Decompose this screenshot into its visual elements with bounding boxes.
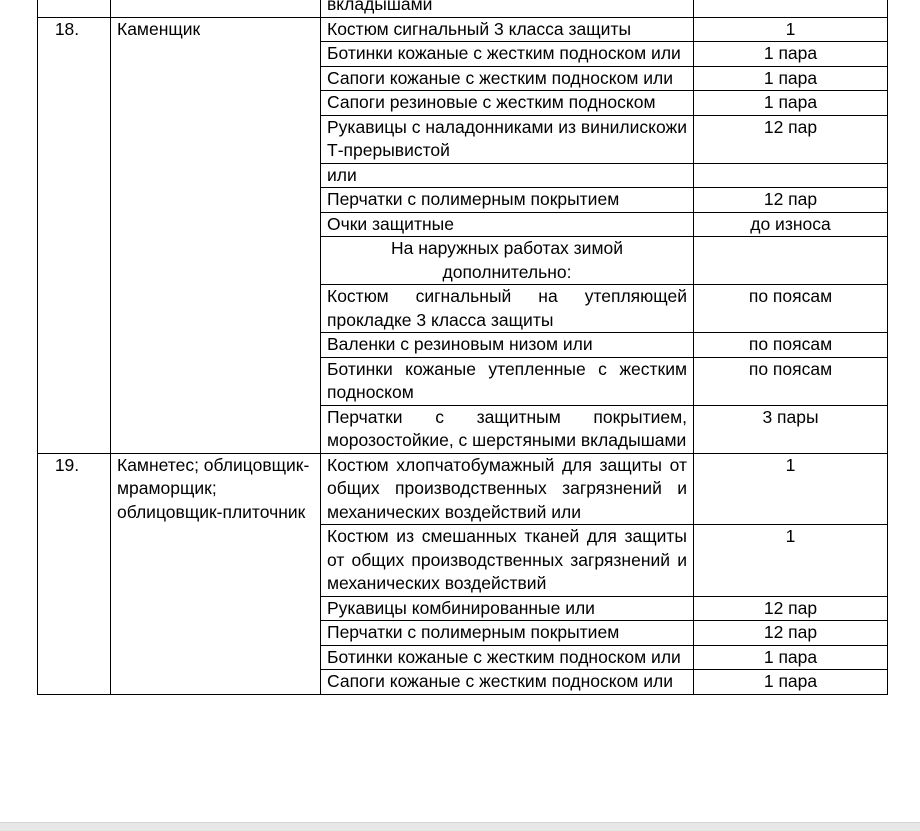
profession-cell: Каменщик (111, 17, 321, 453)
item-cell: вкладышами (321, 0, 694, 17)
quantity-cell: 1 (694, 453, 888, 525)
quantity-cell: по поясам (694, 357, 888, 405)
quantity-cell: по поясам (694, 333, 888, 358)
item-cell: Костюм сигнальный 3 класса защиты (321, 17, 694, 42)
quantity-cell: 12 пар (694, 188, 888, 213)
table-row (38, 0, 888, 17)
quantity-cell (694, 163, 888, 188)
quantity-cell: 3 пары (694, 405, 888, 453)
item-cell: Ботинки кожаные с жестким подноском или (321, 42, 694, 67)
quantity-cell: 1 пара (694, 645, 888, 670)
quantity-cell (694, 0, 888, 17)
item-cell: Рукавицы комбинированные или (321, 596, 694, 621)
quantity-cell: 12 пар (694, 115, 888, 163)
quantity-cell: по поясам (694, 285, 888, 333)
item-cell: Сапоги резиновые с жестким подноском (321, 91, 694, 116)
item-cell: Перчатки с защитным покрытием, морозостойкие, с шерстяными вкладышами (321, 405, 694, 453)
item-cell: Перчатки с полимерным покрытием (321, 621, 694, 646)
profession-cell (111, 0, 321, 17)
quantity-cell: 1 пара (694, 66, 888, 91)
item-cell: Костюм из смешанных тканей для защиты от общих производственных загрязнений и механических воздействий (321, 525, 694, 597)
quantity-cell: 12 пар (694, 621, 888, 646)
item-cell: Сапоги кожаные с жестким подноском или (321, 670, 694, 695)
quantity-cell: 1 пара (694, 91, 888, 116)
item-cell: или (321, 163, 694, 188)
row-number-cell: 19. (38, 453, 111, 694)
quantity-cell: 1 пара (694, 670, 888, 695)
quantity-cell: 1 (694, 17, 888, 42)
quantity-cell: 1 пара (694, 42, 888, 67)
table-row (38, 17, 888, 42)
item-cell: Ботинки кожаные с жестким подноском или (321, 645, 694, 670)
item-cell: Костюм хлопчатобумажный для защиты от общих производственных загрязнений и механических воздействий или (321, 453, 694, 525)
item-cell: Сапоги кожаные с жестким подноском или (321, 66, 694, 91)
item-cell: Очки защитные (321, 212, 694, 237)
item-cell: Костюм сигнальный на утепляющей прокладке 3 класса защиты (321, 285, 694, 333)
row-number-cell: 18. (38, 17, 111, 453)
quantity-cell: до износа (694, 212, 888, 237)
item-cell: Ботинки кожаные утепленные с жестким подноском (321, 357, 694, 405)
number-cell (38, 0, 111, 17)
quantity-cell (694, 237, 888, 285)
table-row (38, 453, 888, 525)
item-cell: Перчатки с полимерным покрытием (321, 188, 694, 213)
profession-cell: Камнетес; облицовщик-мраморщик; облицовщик-плиточник (111, 453, 321, 694)
section-heading-cell: На наружных работах зимой дополнительно: (321, 237, 694, 285)
item-cell: Валенки с резиновым низом или (321, 333, 694, 358)
table-body (38, 0, 888, 694)
quantity-cell: 12 пар (694, 596, 888, 621)
item-cell: Рукавицы с наладонниками из винилискожи Т-прерывистой (321, 115, 694, 163)
quantity-cell: 1 (694, 525, 888, 597)
ppe-norms-table (37, 0, 888, 695)
